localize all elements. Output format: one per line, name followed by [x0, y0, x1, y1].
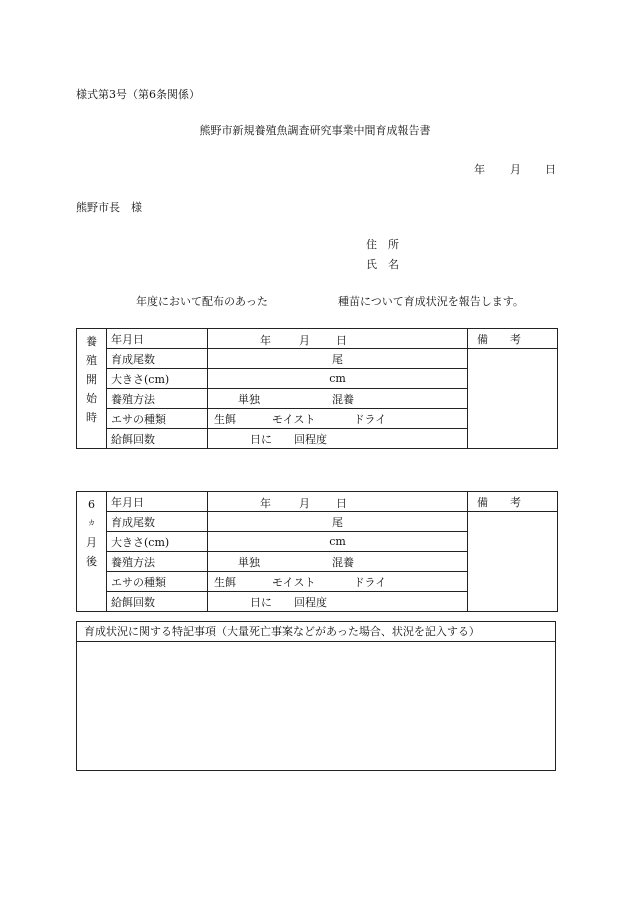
field-feed[interactable]: 生餌 モイスト ドライ: [208, 409, 468, 429]
recipient: 熊野市長 様: [76, 201, 142, 214]
row-label-count: 育成尾数: [107, 512, 208, 532]
notes-header: 育成状況に関する特記事項（大量死亡事案などがあった場合、状況を記入する）: [77, 622, 555, 642]
field-freq[interactable]: 日に 回程度: [208, 429, 468, 449]
row-label-count: 育成尾数: [107, 349, 208, 369]
remarks-field[interactable]: [468, 349, 558, 449]
address-label: 住 所: [366, 238, 399, 251]
notes-box: [76, 621, 556, 771]
date-year: 年: [474, 163, 485, 176]
row-label-freq: 給餌回数: [107, 429, 208, 449]
row-label-size: 大きさ(cm): [107, 532, 208, 552]
row-label-feed: エサの種類: [107, 409, 208, 429]
side-label: 養 殖 開 始 時: [77, 329, 107, 449]
field-size[interactable]: cm: [208, 369, 468, 389]
row-label-date: 年月日: [107, 492, 208, 512]
field-date[interactable]: 年 月 日: [208, 492, 468, 512]
table-six-months: [76, 491, 558, 612]
field-count[interactable]: 尾: [208, 512, 468, 532]
field-size[interactable]: cm: [208, 532, 468, 552]
row-label-method: 養殖方法: [107, 389, 208, 409]
statement-part2: 種苗について育成状況を報告します。: [338, 295, 524, 308]
remarks-header: 備 考: [468, 492, 558, 512]
name-label: 氏 名: [366, 258, 399, 271]
statement-part1: 年度において配布のあった: [136, 295, 268, 308]
field-feed[interactable]: 生餌 モイスト ドライ: [208, 572, 468, 592]
side-label: 6 ヵ 月 後: [77, 492, 107, 612]
remarks-field[interactable]: [468, 512, 558, 612]
field-method[interactable]: 単独 混養: [208, 389, 468, 409]
row-label-size: 大きさ(cm): [107, 369, 208, 389]
row-label-date: 年月日: [107, 329, 208, 349]
date-month: 月: [510, 163, 521, 176]
field-date[interactable]: 年 月 日: [208, 329, 468, 349]
notes-field[interactable]: [77, 642, 555, 771]
field-freq[interactable]: 日に 回程度: [208, 592, 468, 612]
table-start: [76, 328, 558, 449]
row-label-freq: 給餌回数: [107, 592, 208, 612]
row-label-feed: エサの種類: [107, 572, 208, 592]
row-label-method: 養殖方法: [107, 552, 208, 572]
date-day: 日: [545, 163, 556, 176]
field-count[interactable]: 尾: [208, 349, 468, 369]
page-title: 熊野市新規養殖魚調査研究事業中間育成報告書: [199, 124, 431, 137]
field-method[interactable]: 単独 混養: [208, 552, 468, 572]
remarks-header: 備 考: [468, 329, 558, 349]
form-number: 様式第3号（第6条関係）: [76, 88, 200, 101]
